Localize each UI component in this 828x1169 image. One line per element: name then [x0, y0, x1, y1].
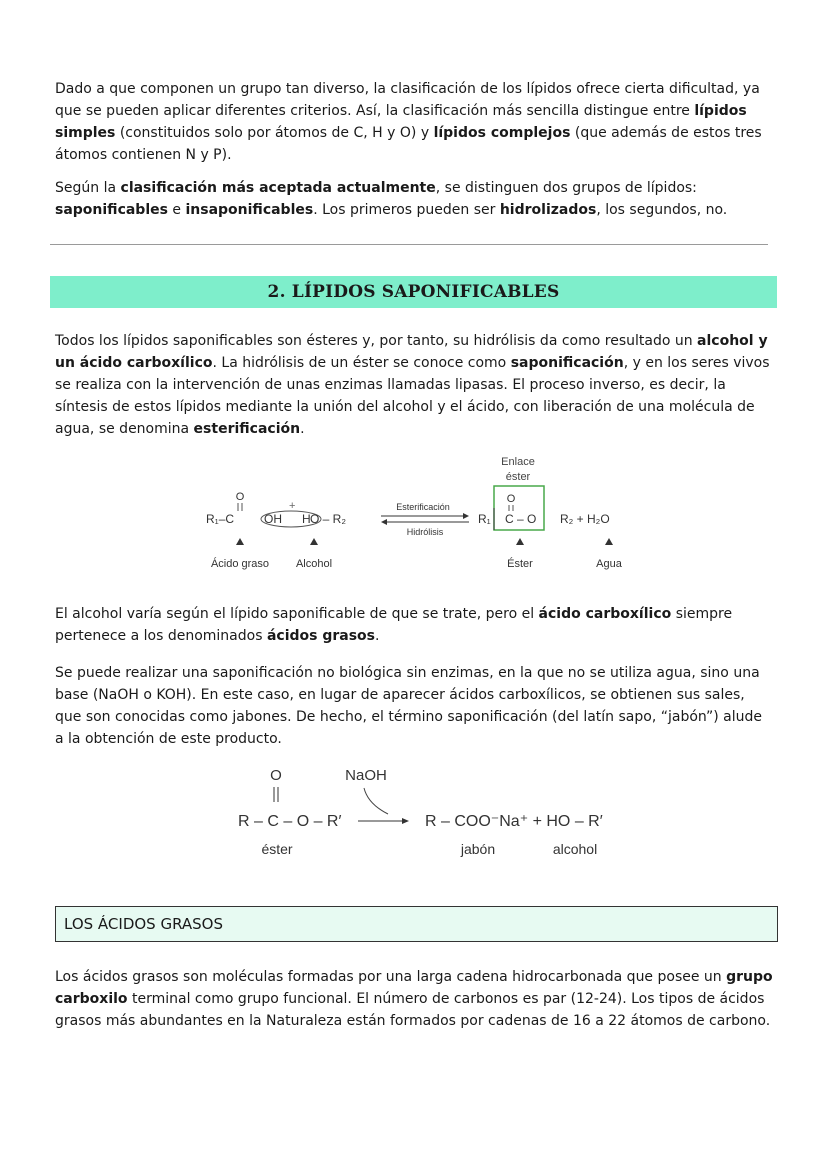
- text-run: Se puede realizar una saponificación no biológica sin enzimas, en la que no se utiliza agua, sino una base (NaOH o KOH). En este caso, en lugar de aparecer ácidos carboxílicos, se obtienen sus sales, que son conocidas como jabones. De hecho, el término saponificación (del latín sapo, “jabón”) alude a la obtención de este producto.: [55, 665, 763, 747]
- bold-term: ácido carboxílico: [538, 606, 672, 622]
- label-acido-graso: Ácido graso: [210, 558, 270, 570]
- text-run: (constituidos solo por átomos de C, H y O) y: [115, 125, 434, 141]
- intro-paragraph-2: [55, 177, 773, 221]
- saponificables-paragraph-2: [55, 603, 773, 647]
- text-run: .: [300, 421, 305, 437]
- label-alcohol: Alcohol: [295, 558, 333, 570]
- text-run: . Los primeros pueden ser: [313, 202, 500, 218]
- alcohol-or2: O – R₂: [310, 512, 346, 526]
- text-run: El alcohol varía según el lípido saponificable de que se trate, pero el: [55, 606, 539, 622]
- text-run: Según la: [55, 180, 121, 196]
- text-run: . La hidrólisis de un éster se conoce como: [212, 355, 511, 371]
- text-run: Dado a que componen un grupo tan diverso, la clasificación de los lípidos ofrece cierta dificultad, ya que se pueden aplicar diferentes criterios. Así, la clasificación más sencilla distingue entre: [55, 81, 760, 119]
- text-run: siempre pertenece a los denominados: [55, 606, 733, 644]
- acidos-grasos-paragraph: [55, 966, 773, 1032]
- label-alcohol: alcohol: [552, 841, 598, 857]
- bold-term: esterificación: [193, 421, 301, 437]
- label-enlace: Enlace: [501, 456, 535, 468]
- bold-term: hidrolizados: [499, 202, 597, 218]
- alcohol-h: H: [302, 512, 311, 526]
- acid-oh: OH: [264, 512, 282, 526]
- bold-term: lípidos complejos: [433, 125, 571, 141]
- label-esterificacion: Esterificación: [396, 502, 450, 512]
- bold-term: insaponificables: [185, 202, 314, 218]
- acid-r1c: R₁–C: [206, 512, 235, 526]
- section-title: 2. LÍPIDOS SAPONIFICABLES: [50, 276, 777, 308]
- label-jabon: jabón: [460, 841, 496, 857]
- label-ester: éster: [261, 841, 293, 857]
- text-run: terminal como grupo funcional. El número de carbonos es par (12-24). Los tipos de ácidos grasos más abundantes en la Naturaleza están formados por cadenas de 16 a 22 átomos de carbono.: [55, 991, 771, 1029]
- ester-c-o: C – O: [505, 512, 537, 526]
- saponificables-paragraph-1: [55, 330, 773, 440]
- bold-term: grupo carboxilo: [55, 969, 773, 1007]
- text-run: .: [375, 628, 380, 644]
- bold-term: lípidos simples: [55, 103, 747, 141]
- text-run: (que además de estos tres átomos contienen N y P).: [55, 125, 762, 163]
- carbonyl-oxygen: O: [270, 767, 282, 784]
- acid-oxygen: O: [235, 491, 245, 503]
- esterification-figure: [198, 448, 638, 578]
- section-divider: [50, 244, 768, 245]
- bold-term: saponificables: [55, 202, 168, 218]
- bold-term: ácidos grasos: [266, 628, 376, 644]
- ester-r2-water: R₂ + H₂O: [560, 512, 610, 526]
- ester-oxygen: O: [506, 493, 516, 505]
- text-run: e: [167, 202, 186, 218]
- intro-paragraph-1: [55, 78, 773, 166]
- subsection-title: LOS ÁCIDOS GRASOS: [55, 906, 778, 942]
- text-run: , los segundos, no.: [596, 202, 728, 218]
- label-hidrolisis: Hidrólisis: [406, 527, 444, 537]
- label-ester-top: éster: [505, 471, 531, 483]
- bold-term: saponificación: [510, 355, 624, 371]
- label-ester: Éster: [507, 558, 533, 570]
- bold-term: clasificación más aceptada actualmente: [120, 180, 436, 196]
- saponificables-paragraph-3: [55, 662, 773, 750]
- ester-r1: R₁: [478, 512, 491, 526]
- text-run: Todos los lípidos saponificables son ésteres y, por tanto, su hidrólisis da como resultado un: [55, 333, 698, 349]
- ester-formula: R – C – O – R′: [238, 813, 342, 830]
- text-run: , y en los seres vivos se realiza con la intervención de unas enzimas llamadas lipasas. El proceso inverso, es decir, la síntesis de estos lípidos mediante la unión del alcohol y el ácido, con liberación de una molécula de agua, se denomina: [55, 355, 770, 437]
- saponification-figure: [230, 758, 620, 863]
- label-agua: Agua: [596, 558, 622, 570]
- bold-term: alcohol y un ácido carboxílico: [55, 333, 768, 371]
- plus-sign: +: [289, 500, 296, 512]
- products-formula: R – COO⁻Na⁺ + HO – R′: [425, 813, 603, 830]
- text-run: Los ácidos grasos son moléculas formadas por una larga cadena hidrocarbonada que posee un: [55, 969, 727, 985]
- text-run: , se distinguen dos grupos de lípidos:: [435, 180, 697, 196]
- naoh-label: NaOH: [345, 767, 387, 784]
